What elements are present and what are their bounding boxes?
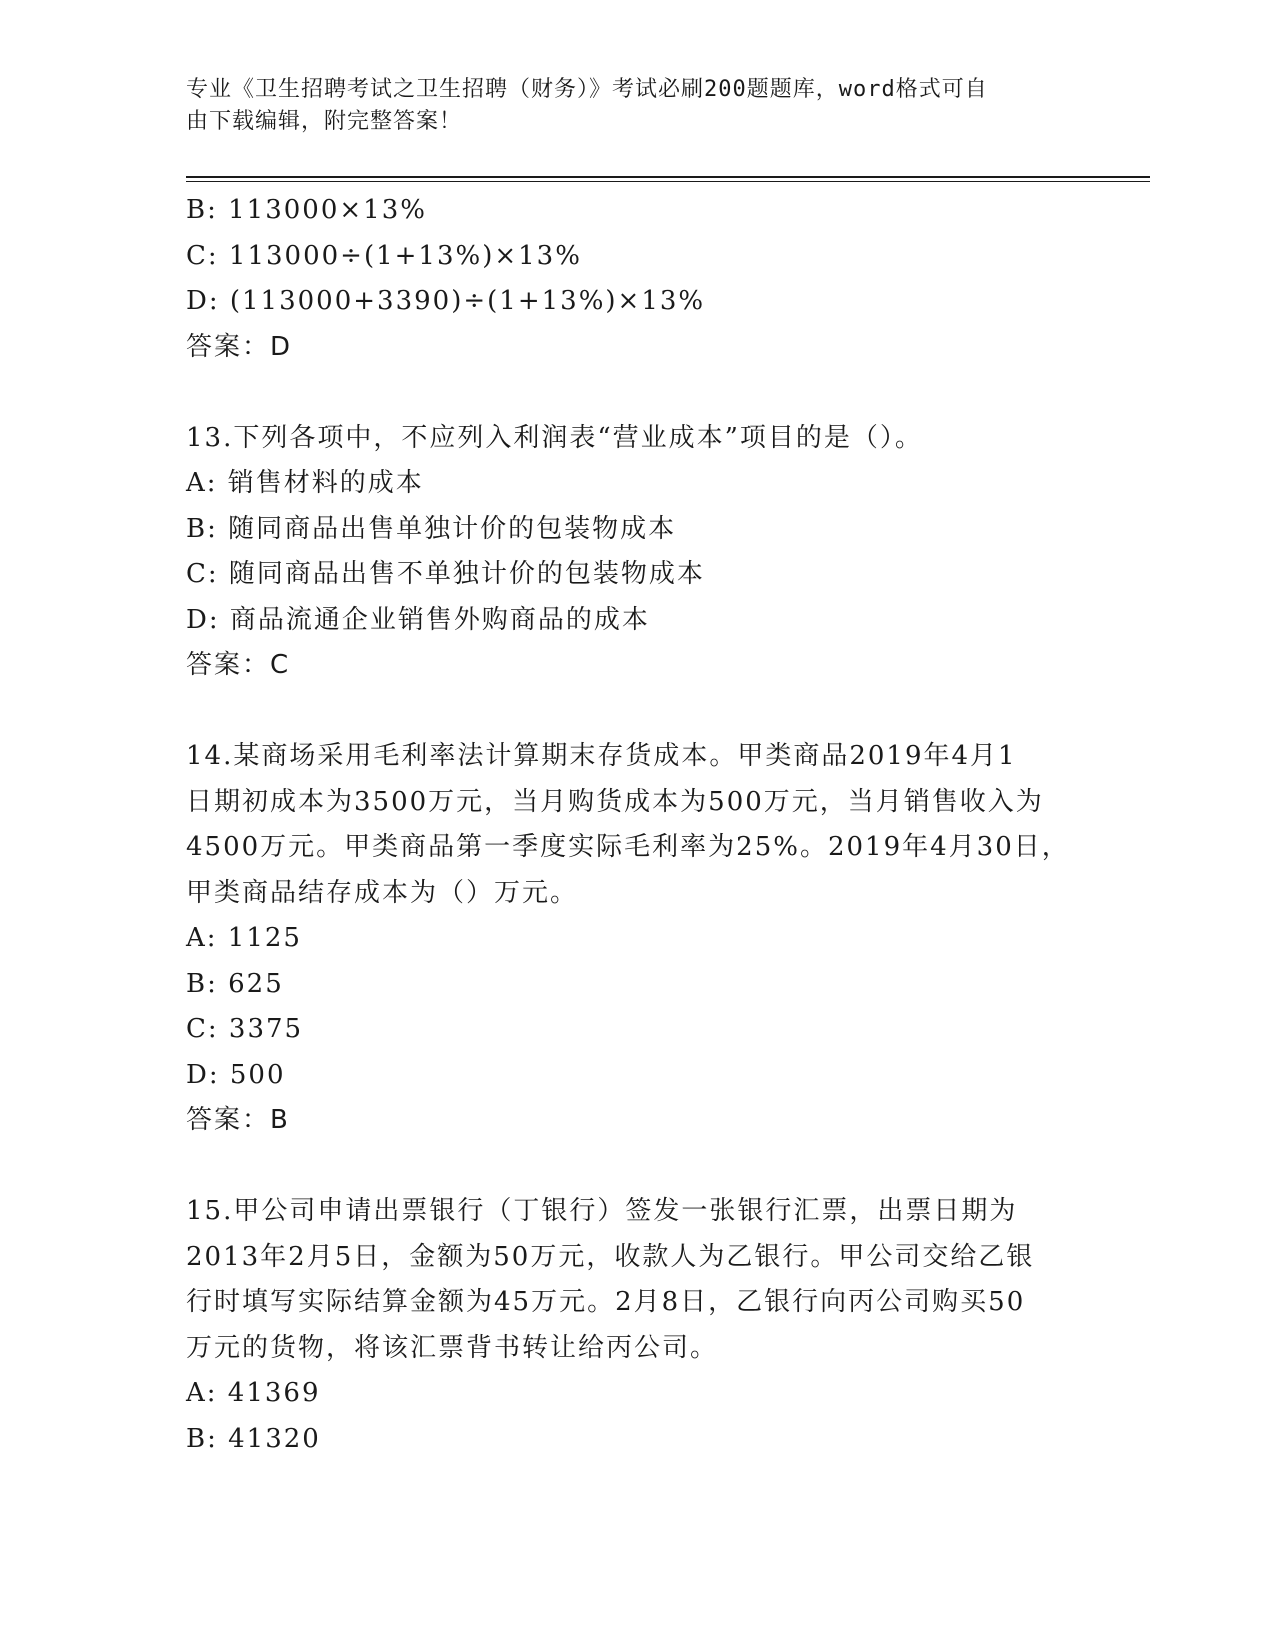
question-15 — [186, 1189, 1086, 1462]
header-divider-thick — [186, 176, 1150, 178]
answer: 答案：B — [186, 1105, 290, 1135]
option-a: A: 销售材料的成本 — [186, 468, 424, 498]
option-c: C: 3375 — [186, 1014, 304, 1044]
question-13 — [186, 416, 1086, 689]
question-14 — [186, 734, 1086, 1144]
option-c: C: 随同商品出售不单独计价的包装物成本 — [186, 559, 705, 589]
question-stem-line: 行时填写实际结算金额为45万元。2月8日，乙银行向丙公司购买50 — [186, 1287, 1026, 1317]
question-stem-line: 日期初成本为3500万元，当月购货成本为500万元，当月销售收入为 — [186, 786, 1044, 817]
question-stem-line: 15.甲公司申请出票银行（丁银行）签发一张银行汇票，出票日期为 — [186, 1196, 1018, 1226]
question-stem-line: 4500万元。甲类商品第一季度实际毛利率为25%。2019年4月30日， — [186, 832, 1070, 862]
answer: 答案：C — [186, 650, 291, 680]
header-title-line-1: 专业《卫生招聘考试之卫生招聘（财务）》考试必刷200题题库，word格式可自 — [186, 77, 988, 102]
question-stem: 13.下列各项中，不应列入利润表“营业成本”项目的是（）。 — [186, 422, 923, 453]
header-title-line-2: 由下载编辑，附完整答案！ — [186, 109, 463, 134]
option-a: A: 1125 — [186, 923, 302, 953]
option-d: D: 500 — [186, 1059, 286, 1090]
option-b: B: 41320 — [186, 1423, 321, 1454]
spacer — [186, 1144, 1086, 1190]
spacer — [186, 689, 1086, 735]
option-d: D: 商品流通企业销售外购商品的成本 — [186, 604, 650, 635]
document-header — [186, 74, 1066, 138]
option-b: B: 625 — [186, 968, 284, 999]
option-c: C: 113000÷(1+13%)×13% — [186, 240, 582, 271]
question-12-continued — [186, 188, 1086, 370]
spacer — [186, 370, 1086, 416]
option-d: D: (113000+3390)÷(1+13%)×13% — [186, 286, 706, 316]
question-stem-line: 甲类商品结存成本为（）万元。 — [186, 877, 579, 908]
option-b: B: 随同商品出售单独计价的包装物成本 — [186, 513, 677, 544]
option-a: A: 41369 — [186, 1378, 321, 1408]
question-stem-line: 2013年2月5日，金额为50万元，收款人为乙银行。甲公司交给乙银 — [186, 1241, 1035, 1272]
question-stem-line: 万元的货物，将该汇票背书转让给丙公司。 — [186, 1332, 719, 1363]
question-list — [186, 188, 1086, 1462]
answer: 答案：D — [186, 331, 293, 362]
option-b: B: 113000×13% — [186, 195, 427, 225]
header-divider-thin — [186, 181, 1150, 182]
question-stem-line: 14.某商场采用毛利率法计算期末存货成本。甲类商品2019年4月1 — [186, 741, 1017, 771]
